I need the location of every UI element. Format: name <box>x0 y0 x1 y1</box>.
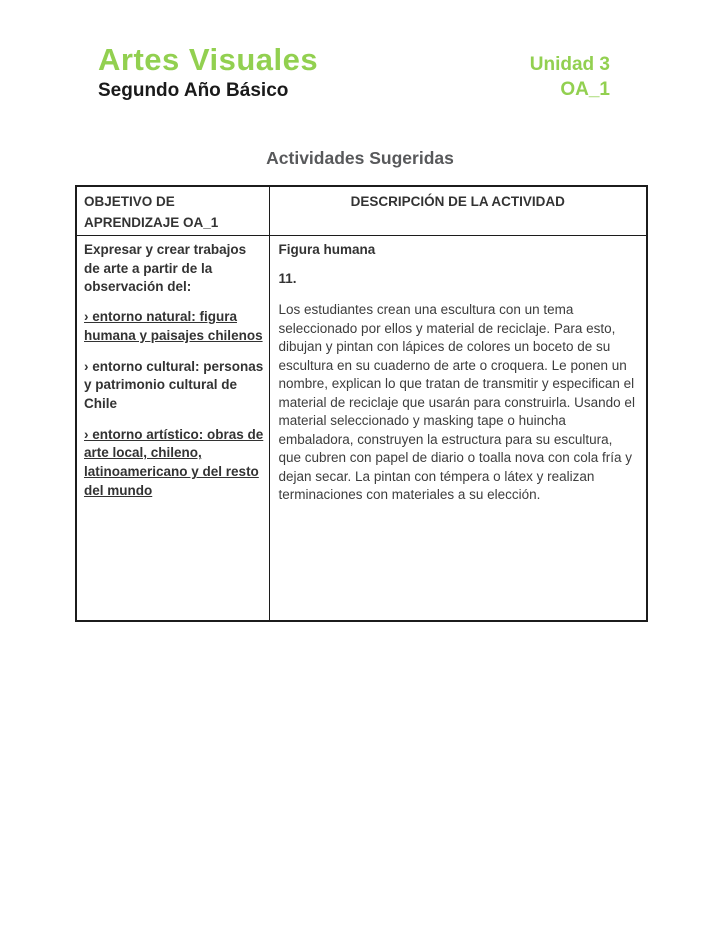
table-body-row <box>76 236 647 621</box>
header-right <box>530 52 610 102</box>
activities-table <box>75 185 648 622</box>
description-column-header: DESCRIPCIÓN DE LA ACTIVIDAD <box>269 186 647 236</box>
activity-subtitle: Figura humana <box>278 242 376 257</box>
activity-cell <box>269 236 647 621</box>
activity-description: Los estudiantes crean una escultura con un tema seleccionado por ellos y material de reciclaje. Para esto, dibujan y pintan con lápices de colores un boceto de su escultura en su cuaderno de arte o croquera. Le ponen un nombre, explican lo que tratan de transmitir y especifican el material de reciclaje que usarán para construirla. Usando el material seleccionado y masking tape o huincha embaladora, construyen la estructura para su escultura, que cubren con papel de diario o toalla nova con cola fría y dejan secar. La pintan con témpera o látex y realizan terminaciones con materiales a su elección. <box>278 302 635 502</box>
unit-label: Unidad 3 <box>529 54 610 75</box>
section-title: Actividades Sugeridas <box>266 148 454 168</box>
objective-intro: Expresar y crear trabajos de arte a partir de la observación del: <box>84 242 247 295</box>
objective-item-natural: › entorno natural: figura humana y paisajes chilenos <box>84 309 263 343</box>
objective-item-artistico: › entorno artístico: obras de arte local, chileno, latinoamericano y del resto del mundo <box>84 426 264 498</box>
table-header-row <box>76 186 647 236</box>
objective-cell <box>76 236 269 621</box>
page-subtitle: Segundo Año Básico <box>98 80 289 101</box>
header-left <box>98 42 318 103</box>
objective-item-cultural: › entorno cultural: personas y patrimonio cultural de Chile <box>84 358 264 411</box>
activity-number: 11. <box>278 270 297 286</box>
objective-column-header: OBJETIVO DE APRENDIZAJE OA_1 <box>76 186 269 236</box>
oa-label: OA_1 <box>560 79 610 100</box>
page-title: Artes Visuales <box>98 42 319 77</box>
